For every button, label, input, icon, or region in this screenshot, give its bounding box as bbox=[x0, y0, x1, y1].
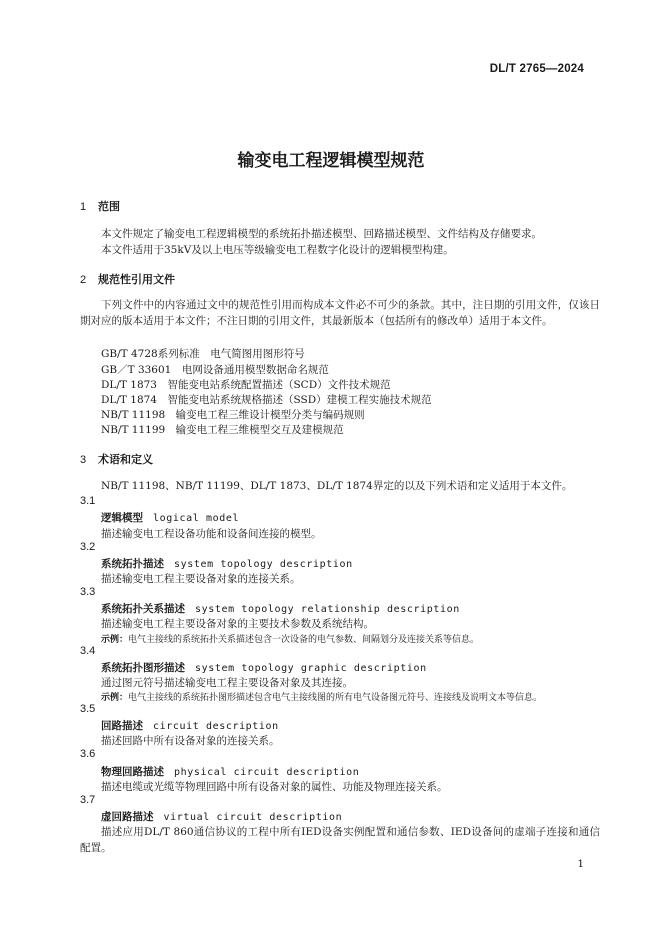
term-title bbox=[101, 556, 353, 571]
term-title bbox=[101, 601, 460, 616]
document-title: 输变电工程逻辑模型规范 bbox=[237, 151, 425, 170]
standard-code: DL/T 2765—2024 bbox=[489, 63, 584, 75]
term-english: system topology graphic description bbox=[195, 663, 427, 674]
term-example bbox=[101, 632, 479, 645]
term-number: 3.6 bbox=[80, 748, 96, 760]
reference-item: GB／T 33601 电网设备通用模型数据命名规范 bbox=[101, 364, 329, 376]
term-definition: 描述输变电工程设备功能和设备间连接的模型。 bbox=[101, 528, 322, 540]
term-chinese: 系统拓扑描述 bbox=[101, 558, 164, 570]
example-label: 示例： bbox=[101, 634, 129, 644]
reference-item: DL/T 1874 智能变电站系统规格描述（SSD）建模工程实施技术规范 bbox=[101, 394, 432, 406]
section-number: 1 bbox=[80, 201, 87, 213]
example-text: 电气主接线的系统拓扑关系描述包含一次设备的电气参数、间隔划分及连接关系等信息。 bbox=[128, 635, 480, 645]
example-label: 示例： bbox=[101, 692, 129, 702]
section-3-heading bbox=[80, 451, 153, 467]
term-title bbox=[101, 510, 239, 525]
section-2-heading bbox=[80, 271, 175, 287]
term-chinese: 系统拓扑图形描述 bbox=[101, 662, 185, 674]
term-definition: 描述输变电工程主要设备对象的连接关系。 bbox=[101, 573, 301, 585]
term-english: circuit description bbox=[153, 721, 279, 732]
section-title: 规范性引用文件 bbox=[98, 274, 175, 286]
term-chinese: 系统拓扑关系描述 bbox=[101, 603, 185, 615]
term-chinese: 逻辑模型 bbox=[101, 512, 143, 524]
reference-item: GB/T 4728系列标准 电气简图用图形符号 bbox=[101, 348, 305, 360]
term-number: 3.3 bbox=[80, 586, 96, 598]
normative-references-intro: 下列文件中的内容通过文中的规范性引用而构成本文件必不可少的条款。其中，注日期的引用文件，仅该日期对应的版本适用于本文件；不注日期的引用文件，其最新版本（包括所有的修改单）适用于本文件。 bbox=[80, 299, 600, 327]
term-title bbox=[101, 718, 279, 733]
term-definition: 描述回路中所有设备对象的连接关系。 bbox=[101, 735, 280, 747]
example-text: 电气主接线的系统拓扑图形描述包含电气主接线图的所有电气设备图元符号、连接线及说明文本等信息。 bbox=[128, 693, 543, 703]
section-number: 3 bbox=[80, 454, 87, 466]
section-title: 术语和定义 bbox=[98, 454, 153, 466]
page-number: 1 bbox=[577, 858, 584, 870]
term-english: system topology description bbox=[174, 559, 353, 570]
term-title bbox=[101, 809, 342, 824]
term-title bbox=[101, 660, 427, 675]
reference-item: DL/T 1873 智能变电站系统配置描述（SCD）文件技术规范 bbox=[101, 379, 391, 391]
reference-item: NB/T 11198 输变电工程三维设计模型分类与编码规则 bbox=[101, 409, 365, 421]
term-title bbox=[101, 764, 359, 779]
scope-paragraph-2: 本文件适用于35kV及以上电压等级输变电工程数字化设计的逻辑模型构建。 bbox=[101, 244, 454, 256]
section-title: 范围 bbox=[98, 201, 120, 213]
terms-intro: NB/T 11198、NB/T 11199、DL/T 1873、DL/T 1874界定的以及下列术语和定义适用于本文件。 bbox=[101, 480, 573, 492]
term-number: 3.5 bbox=[80, 703, 96, 715]
section-1-heading bbox=[80, 198, 120, 214]
scope-paragraph-1: 本文件规定了输变电工程逻辑模型的系统拓扑描述模型、回路描述模型、文件结构及存储要求。 bbox=[101, 228, 542, 240]
term-example bbox=[101, 690, 542, 703]
term-definition: 描述输变电工程主要设备对象的主要技术参数及系统结构。 bbox=[101, 618, 374, 630]
term-definition: 描述电缆或光缆等物理回路中所有设备对象的属性、功能及物理连接关系。 bbox=[101, 781, 448, 793]
term-chinese: 回路描述 bbox=[101, 720, 143, 732]
term-number: 3.2 bbox=[80, 541, 96, 553]
term-number: 3.1 bbox=[80, 495, 96, 507]
term-chinese: 物理回路描述 bbox=[101, 766, 164, 778]
term-chinese: 虚回路描述 bbox=[101, 811, 154, 823]
term-english: system topology relationship description bbox=[195, 604, 460, 615]
section-number: 2 bbox=[80, 274, 87, 286]
term-english: physical circuit description bbox=[174, 767, 360, 778]
term-english: logical model bbox=[153, 513, 240, 524]
term-number: 3.7 bbox=[80, 794, 96, 806]
reference-item: NB/T 11199 输变电工程三维模型交互及建模规范 bbox=[101, 424, 344, 436]
term-definition: 描述应用DL/T 860通信协议的工程中所有IED设备实例配置和通信参数、IED设备间的虚端子连接和通信配置。 bbox=[80, 826, 600, 854]
term-definition: 通过图元符号描述输变电工程主要设备对象及其连接。 bbox=[101, 677, 353, 689]
term-english: virtual circuit description bbox=[163, 812, 343, 823]
term-number: 3.4 bbox=[80, 645, 96, 657]
